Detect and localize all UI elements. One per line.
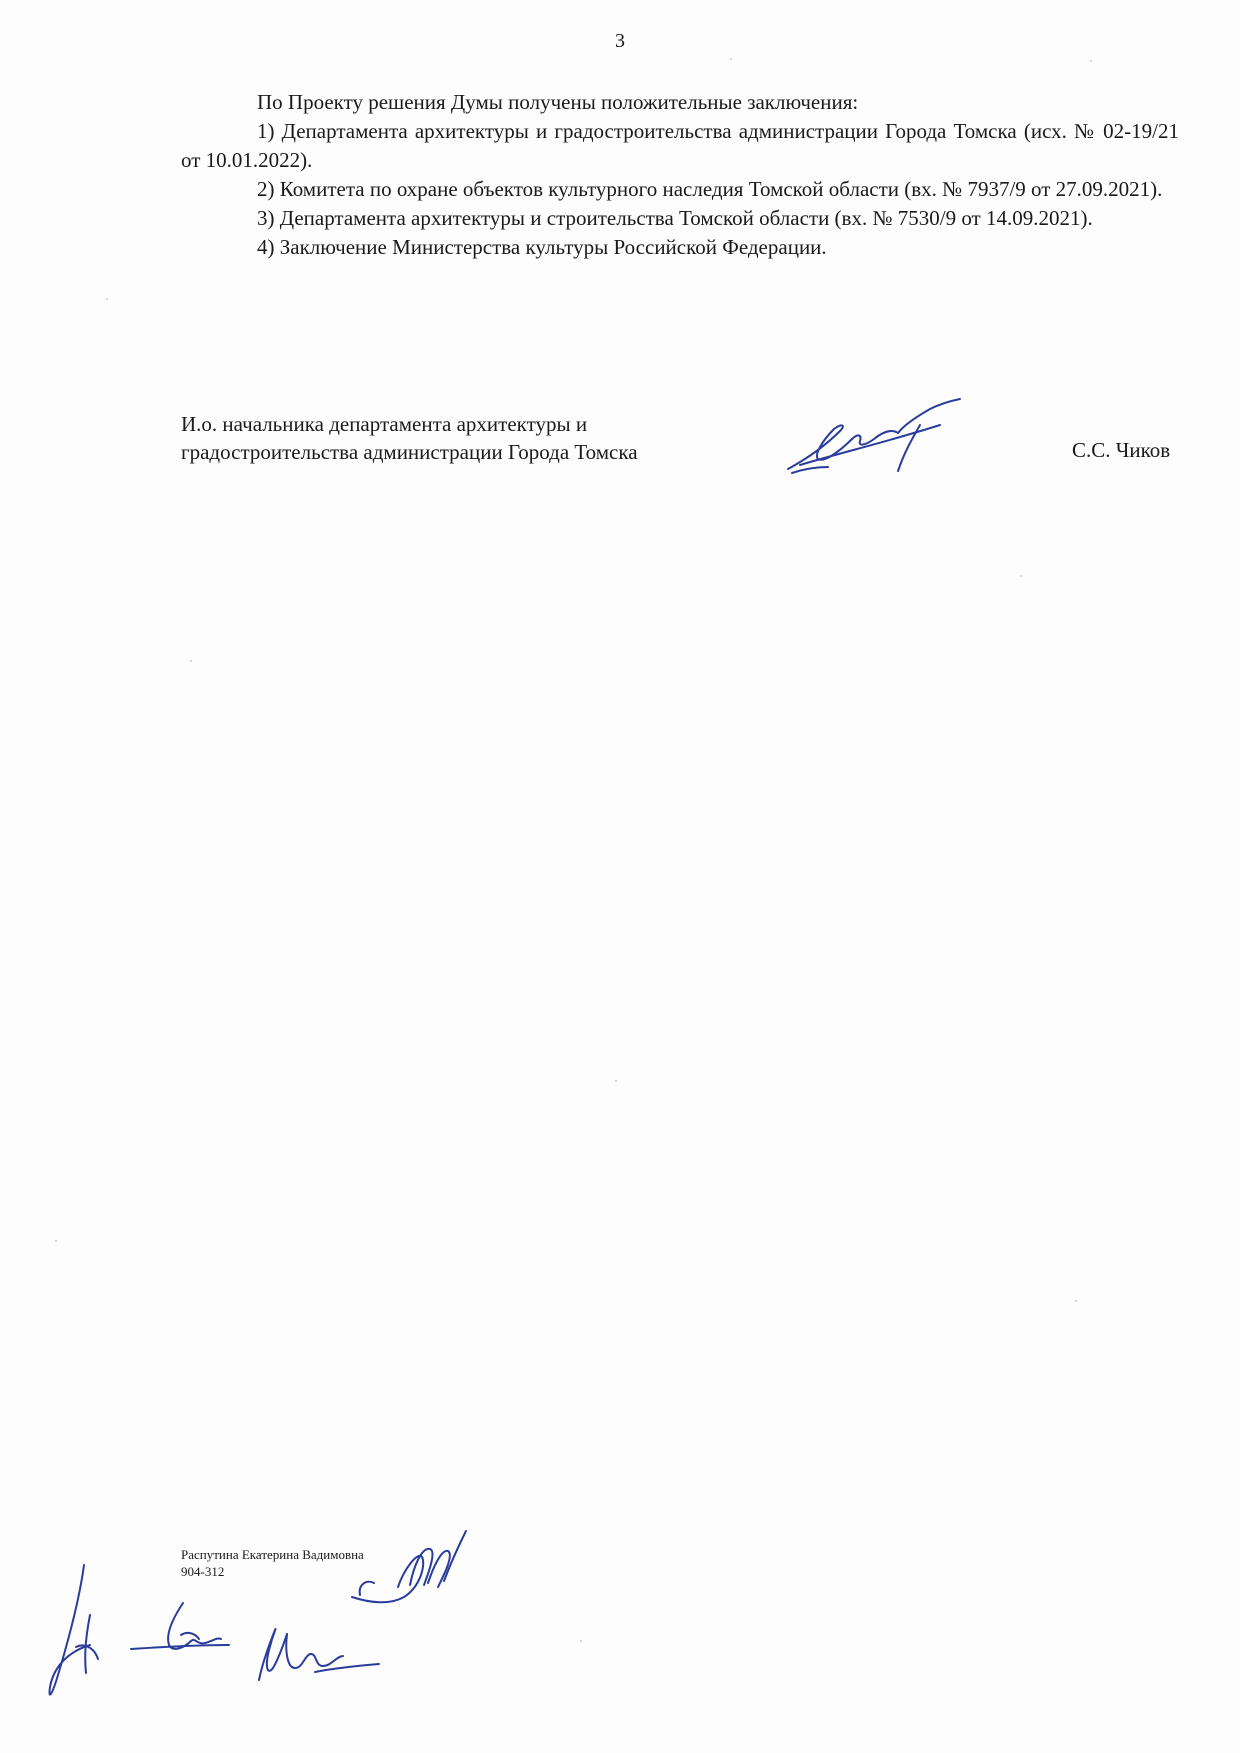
scan-speck [106, 298, 108, 300]
signatory-title [181, 410, 638, 466]
scan-speck [730, 58, 732, 60]
handwritten-signature [780, 395, 980, 477]
scan-speck [190, 660, 192, 662]
page-number: 3 [615, 30, 625, 52]
signatory-name: С.С. Чиков [1072, 438, 1171, 462]
conclusion-item-3: 3) Департамента архитектуры и строительства Томской области (вх. № 7530/9 от 14.09.2021). [257, 206, 1093, 230]
scan-speck [1075, 1300, 1077, 1302]
conclusion-item-2: 2) Комитета по охране объектов культурного наследия Томской области (вх. № 7937/9 от 27.09.2021). [257, 177, 1163, 201]
approval-initial-4 [340, 1525, 470, 1635]
approval-initial-2 [125, 1595, 235, 1665]
scan-speck [1020, 575, 1022, 577]
executor-phone: 904-312 [181, 1564, 225, 1579]
executor-info [181, 1546, 364, 1580]
scan-speck [580, 1640, 582, 1642]
conclusion-item-4: 4) Заключение Министерства культуры Российской Федерации. [257, 235, 827, 259]
approval-initial-1 [40, 1555, 120, 1705]
executor-name: Распутина Екатерина Вадимовна [181, 1547, 364, 1562]
conclusion-item-1: 1) Департамента архитектуры и градостроительства администрации Города Томска (исх. № 02-19/21 от 10.01.2022). [181, 119, 1179, 172]
signatory-title-line-2: градостроительства администрации Города Томска [181, 440, 638, 464]
scan-speck [55, 1240, 57, 1242]
document-body [181, 88, 1179, 262]
signatory-title-line-1: И.о. начальника департамента архитектуры и [181, 412, 588, 436]
scan-speck [615, 1080, 617, 1082]
scan-speck [1090, 60, 1092, 62]
intro-paragraph: По Проекту решения Думы получены положительные заключения: [257, 90, 859, 114]
